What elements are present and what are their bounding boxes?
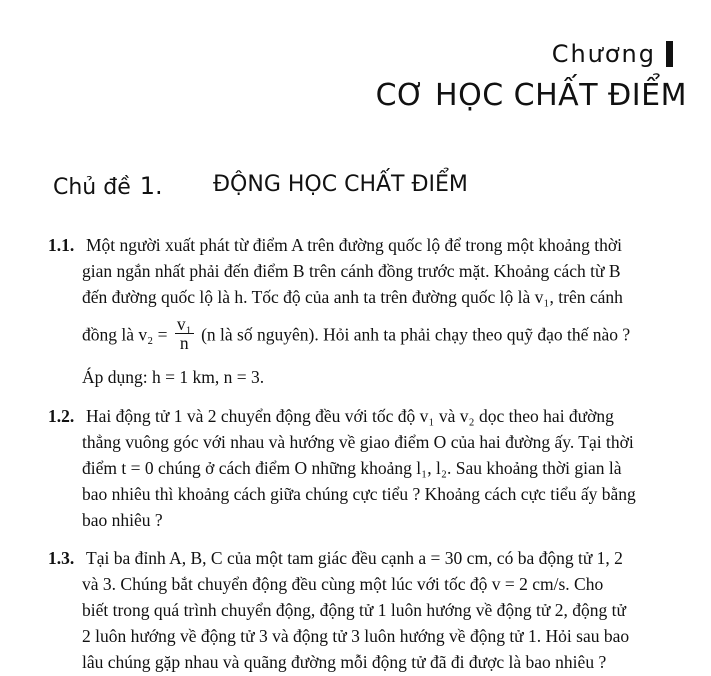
- problem-line: Tại ba đỉnh A, B, C của một tam giác đều cạnh a = 30 cm, có ba động tử 1, 2: [86, 548, 623, 568]
- problem-line: thẳng vuông góc với nhau và hướng về giao điểm O của hai đường ấy. Tại thời: [82, 432, 634, 452]
- problem-formula-line: [82, 314, 631, 355]
- topic-title: ĐỘNG HỌC CHẤT ĐIỂM: [213, 172, 468, 197]
- chapter-title: CƠ HỌC CHẤT ĐIỂM: [375, 78, 687, 113]
- chapter-label: Chương: [551, 40, 656, 68]
- problem-line: bao nhiêu thì khoảng cách giữa chúng cực tiểu ? Khoảng cách cực tiểu ấy bằng: [82, 484, 636, 504]
- fraction: [175, 315, 194, 352]
- problem-line: và 3. Chúng bắt chuyển động đều cùng một lúc với tốc độ v = 2 cm/s. Cho: [82, 574, 604, 594]
- problem-line: bao nhiêu ?: [82, 510, 163, 530]
- problem-line: gian ngắn nhất phải đến điểm B trên cánh đồng trước mặt. Khoảng cách từ B: [82, 261, 621, 281]
- problem-line: lâu chúng gặp nhau và quãng đường mỗi động tử đã đi được là bao nhiêu ?: [82, 652, 607, 672]
- problem-number: 1.3.: [48, 548, 75, 568]
- topic-number: 1.: [139, 172, 163, 200]
- chapter-number: [666, 41, 673, 67]
- chapter-heading: [552, 40, 673, 68]
- problem-line: 2 luôn hướng về động tử 3 và động tử 3 luôn hướng về động tử 1. Hỏi sau bao: [82, 626, 630, 646]
- topic-heading: [53, 172, 673, 200]
- problem-1-3: [48, 545, 688, 676]
- problem-line: Hai động tử 1 và 2 chuyển động đều với tốc độ v₁ và v₂ dọc theo hai đường: [86, 406, 614, 426]
- problem-number: 1.2.: [48, 406, 75, 426]
- problem-1-1: [48, 232, 688, 392]
- problem-line: biết trong quá trình chuyển động, động tử 1 luôn hướng về động tử 2, động tử: [82, 600, 626, 620]
- formula-prefix: đồng là v₂ =: [82, 324, 168, 345]
- fraction-denominator: n: [179, 333, 189, 353]
- problem-line: Một người xuất phát từ điểm A trên đường quốc lộ để trong một khoảng thời: [86, 235, 622, 255]
- fraction-numerator: v₁: [176, 314, 192, 334]
- problem-line: điểm t = 0 chúng ở cách điểm O những khoảng l₁, l₂. Sau khoảng thời gian là: [82, 458, 622, 478]
- problem-application: Áp dụng: h = 1 km, n = 3.: [82, 367, 265, 387]
- problem-number: 1.1.: [48, 235, 75, 255]
- topic-label: Chủ đề: [53, 175, 131, 200]
- problem-1-2: [48, 403, 688, 538]
- formula-suffix: (n là số nguyên). Hỏi anh ta phải chạy theo quỹ đạo thế nào ?: [201, 324, 631, 345]
- problem-line: đến đường quốc lộ là h. Tốc độ của anh ta trên đường quốc lộ là v₁, trên cánh: [82, 287, 623, 307]
